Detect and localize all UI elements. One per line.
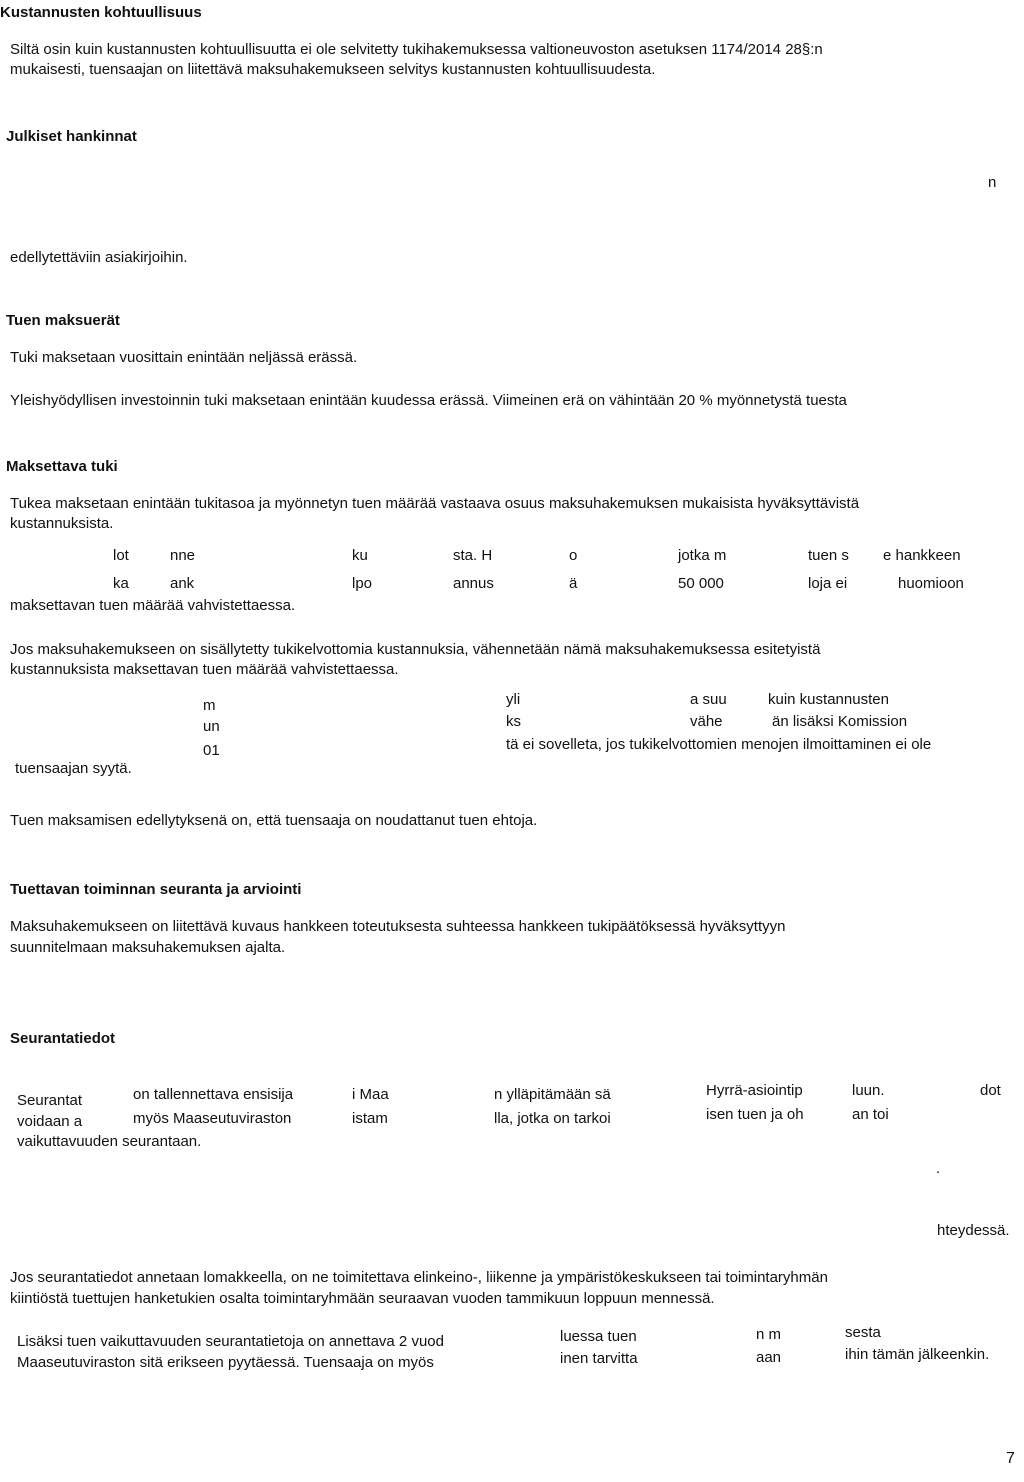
page-number: 7 bbox=[1006, 1450, 1015, 1467]
paragraph-line: kiintiöstä tuettujen hanketukien osalta toimintaryhmään seuraavan vuoden tammikuun loppuun mennessä. bbox=[10, 1290, 715, 1307]
paragraph-line: Maksuhakemukseen on liitettävä kuvaus hankkeen toteutuksesta suhteessa hankkeen tukipäätöksessä hyväksyttyyn bbox=[10, 918, 786, 935]
text-fragment: n m bbox=[756, 1326, 782, 1343]
text-fragment: ank bbox=[170, 575, 195, 592]
paragraph-line: Siltä osin kuin kustannusten kohtuullisuutta ei ole selvitetty tukihakemuksessa valtioneuvoston asetuksen 1174/2014 28§:n bbox=[10, 41, 823, 58]
heading-tuen-maksuerat: Tuen maksuerät bbox=[6, 312, 120, 329]
paragraph-line: edellytettäviin asiakirjoihin. bbox=[10, 249, 188, 266]
text-fragment: yli bbox=[506, 691, 521, 708]
text-fragment: isen tuen ja oh bbox=[706, 1106, 804, 1123]
text-fragment: luessa tuen bbox=[560, 1328, 637, 1345]
paragraph-line: Tukea maksetaan enintään tukitasoa ja myönnetyn tuen määrää vastaava osuus maksuhakemuksen mukaisista hyväksyttävistä bbox=[10, 495, 860, 512]
heading-seurantatiedot: Seurantatiedot bbox=[10, 1030, 116, 1047]
paragraph-line: Jos seurantatiedot annetaan lomakkeella, on ne toimitettava elinkeino-, liikenne ja ympäristökeskukseen tai toimintaryhmän bbox=[10, 1269, 828, 1286]
paragraph-line: Tuki maksetaan vuosittain enintään neljässä erässä. bbox=[10, 349, 358, 366]
text-fragment: un bbox=[203, 718, 220, 735]
text-fragment: ks bbox=[506, 713, 521, 730]
text-fragment: dot bbox=[980, 1082, 1001, 1099]
text-fragment: vähe bbox=[690, 713, 723, 730]
text-fragment: sta. H bbox=[453, 547, 493, 564]
text-fragment: an toi bbox=[852, 1106, 889, 1123]
paragraph-line: maksettavan tuen määrää vahvistettaessa. bbox=[10, 597, 296, 614]
text-fragment: myös Maaseutuviraston bbox=[133, 1110, 292, 1127]
stray-dot: . bbox=[936, 1160, 941, 1177]
text-fragment: lla, jotka on tarkoi bbox=[494, 1110, 611, 1127]
text-fragment: inen tarvitta bbox=[560, 1350, 638, 1367]
text-fragment: nne bbox=[170, 547, 196, 564]
paragraph-line: Jos maksuhakemukseen on sisällytetty tukikelvottomia kustannuksia, vähennetään nämä maksuhakemuksessa esitetyistä bbox=[10, 641, 821, 658]
text-fragment: istam bbox=[352, 1110, 388, 1127]
text-fragment: m bbox=[203, 697, 216, 714]
text-fragment: 01 bbox=[203, 742, 220, 759]
text-fragment: Seurantat bbox=[17, 1092, 83, 1109]
text-fragment: sesta bbox=[845, 1324, 881, 1341]
text-fragment: än lisäksi Komission bbox=[772, 713, 908, 730]
text-fragment: loja ei bbox=[808, 575, 848, 592]
text-fragment: Hyrrä-asiointip bbox=[706, 1082, 803, 1099]
text-fragment: ku bbox=[352, 547, 368, 564]
text-fragment: huomioon bbox=[898, 575, 964, 592]
paragraph-line: Tuen maksamisen edellytyksenä on, että tuensaaja on noudattanut tuen ehtoja. bbox=[10, 812, 538, 829]
text-fragment: lot bbox=[113, 547, 129, 564]
text-fragment: Lisäksi tuen vaikuttavuuden seurantatietoja on annettava 2 vuod bbox=[17, 1333, 444, 1350]
text-fragment: jotka m bbox=[678, 547, 727, 564]
paragraph-line: suunnitelmaan maksuhakemuksen ajalta. bbox=[10, 939, 286, 956]
text-fragment: e hankkeen bbox=[883, 547, 961, 564]
text-fragment: lpo bbox=[352, 575, 373, 592]
paragraph-line: kustannuksista maksettavan tuen määrää vahvistettaessa. bbox=[10, 661, 399, 678]
paragraph-line: mukaisesti, tuensaajan on liitettävä maksuhakemukseen selvitys kustannusten kohtuullisuudesta. bbox=[10, 61, 656, 78]
paragraph-line: vaikuttavuuden seurantaan. bbox=[17, 1133, 202, 1150]
text-fragment: voidaan a bbox=[17, 1113, 83, 1130]
heading-maksettava-tuki: Maksettava tuki bbox=[6, 458, 118, 475]
heading-seuranta-ja-arviointi: Tuettavan toiminnan seuranta ja arviointi bbox=[10, 881, 302, 898]
text-fragment: a suu bbox=[690, 691, 727, 708]
text-fragment: ka bbox=[113, 575, 129, 592]
text-fragment: ihin tämän jälkeenkin. bbox=[845, 1346, 990, 1363]
text-fragment: hteydessä. bbox=[937, 1222, 1010, 1239]
text-fragment: Maaseutuviraston sitä erikseen pyytäessä. Tuensaaja on myös bbox=[17, 1354, 434, 1371]
text-fragment: tä ei sovelleta, jos tukikelvottomien menojen ilmoittaminen ei ole bbox=[506, 736, 932, 753]
text-fragment: o bbox=[569, 547, 578, 564]
text-fragment: i Maa bbox=[352, 1086, 389, 1103]
text-fragment: luun. bbox=[852, 1082, 885, 1099]
paragraph-line: kustannuksista. bbox=[10, 515, 114, 532]
text-fragment: on tallennettava ensisija bbox=[133, 1086, 294, 1103]
text-fragment: ä bbox=[569, 575, 578, 592]
text-fragment: annus bbox=[453, 575, 494, 592]
text-fragment: tuen s bbox=[808, 547, 849, 564]
text-fragment: n bbox=[988, 174, 997, 191]
paragraph-line: tuensaajan syytä. bbox=[15, 760, 132, 777]
text-fragment: 50 000 bbox=[678, 575, 724, 592]
text-fragment: aan bbox=[756, 1349, 782, 1366]
text-fragment: n ylläpitämään sä bbox=[494, 1086, 611, 1103]
text-fragment: kuin kustannusten bbox=[768, 691, 889, 708]
paragraph-line: Yleishyödyllisen investoinnin tuki maksetaan enintään kuudessa erässä. Viimeinen erä on vähintään 20 % myönnetystä tuesta bbox=[10, 392, 847, 409]
heading-kustannusten-kohtuullisuus: Kustannusten kohtuullisuus bbox=[0, 4, 202, 21]
heading-julkiset-hankinnat: Julkiset hankinnat bbox=[6, 128, 137, 145]
